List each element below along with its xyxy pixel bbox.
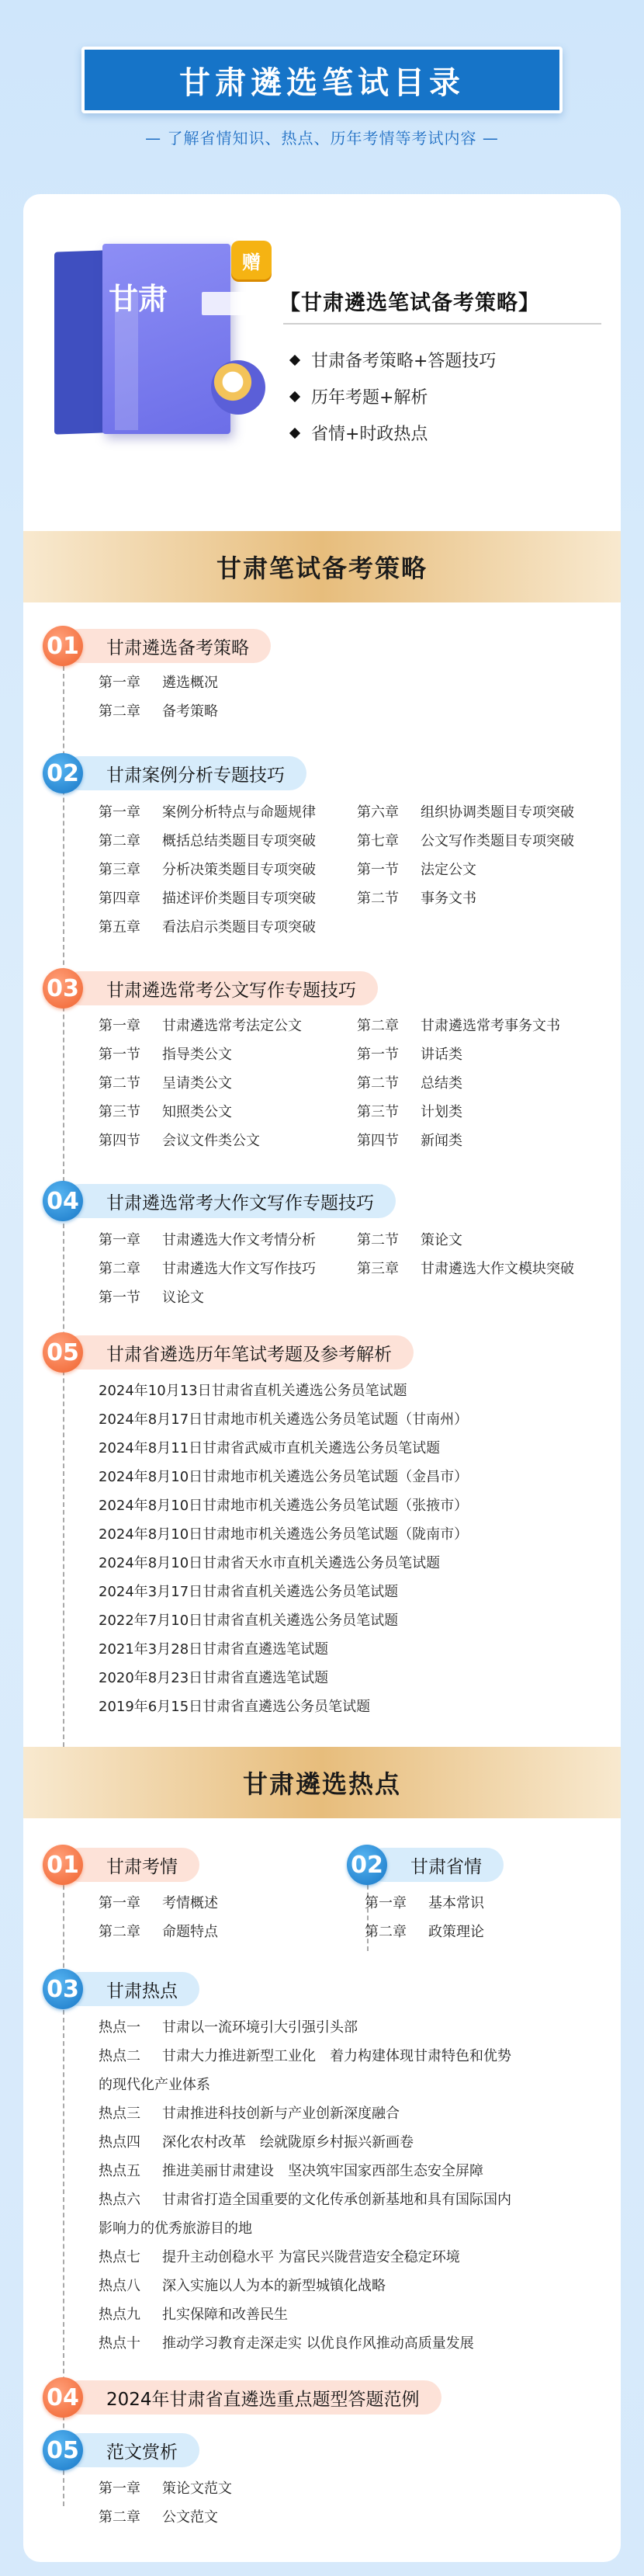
section-number-badge: 05 — [43, 2430, 83, 2470]
section-title: 甘肃遴选常考公文写作专题技巧 — [63, 971, 378, 1005]
hotspot-item: 热点四 深化农村改革 绘就陇原乡村振兴新画卷 — [99, 2134, 414, 2151]
hero-bullet: 省情+时政热点 — [291, 415, 496, 451]
diamond-bullet-icon — [289, 427, 300, 438]
list-item: 第一章 案例分析特点与命题规律 — [99, 804, 316, 821]
list-item: 第二节 总结类 — [357, 1075, 462, 1092]
list-item: 第四章 描述评价类题目专项突破 — [99, 890, 316, 907]
section-number-badge: 01 — [43, 626, 83, 666]
hotspot-item: 热点二 甘肃大力推进新型工业化 着力构建体现甘肃特色和优势 — [99, 2048, 511, 2064]
hotspot-item: 热点十 推动学习教育走深走实 以优良作风推动高质量发展 — [99, 2335, 474, 2352]
hotspot-item: 热点七 提升主动创稳水平 为富民兴陇营造安全稳定环境 — [99, 2249, 460, 2265]
hero-bullet: 甘肃备考策略+答题技巧 — [291, 342, 496, 378]
page-subtitle: — 了解省情知识、热点、历年考情等考试内容 — — [145, 129, 499, 148]
hotspot-item: 热点五 推进美丽甘肃建设 坚决筑牢国家西部生态安全屏障 — [99, 2163, 483, 2179]
page-title: 甘肃遴选笔试目录 — [81, 47, 563, 113]
list-item: 第二章 公文范文 — [99, 2509, 218, 2526]
section-number-badge: 04 — [43, 2377, 83, 2418]
hotspot-item: 热点九 扎实保障和改善民生 — [99, 2307, 288, 2323]
list-item: 第三节 知照类公文 — [99, 1104, 232, 1120]
list-item: 第三章 分析决策类题目专项突破 — [99, 862, 316, 878]
list-item: 第三节 计划类 — [357, 1104, 462, 1120]
hero-title: 【甘肃遴选笔试备考策略】 — [279, 291, 540, 315]
exam-paper-item: 2020年8月23日甘肃省直遴选笔试题 — [99, 1670, 329, 1686]
list-item: 第二章 备考策略 — [99, 703, 218, 720]
content-card — [23, 194, 621, 2562]
list-item: 第二章 甘肃遴选常考事务文书 — [357, 1018, 560, 1034]
list-item: 第七章 公文写作类题目专项突破 — [357, 833, 574, 849]
list-item: 第一章 基本常识 — [365, 1895, 484, 1911]
list-item: 第一节 议论文 — [99, 1290, 204, 1306]
section-title: 甘肃考情 — [63, 1848, 199, 1882]
section-header — [43, 1969, 199, 2009]
diamond-bullet-icon — [289, 354, 300, 365]
exam-paper-item: 2024年8月10日甘肃地市机关遴选公务员笔试题（金昌市） — [99, 1469, 469, 1485]
exam-paper-item: 2022年7月10日甘肃省直机关遴选公务员笔试题 — [99, 1613, 399, 1629]
exam-paper-item: 2024年8月11日甘肃省武威市直机关遴选公务员笔试题 — [99, 1440, 441, 1456]
list-item: 第二章 政策理论 — [365, 1924, 484, 1940]
hotspot-item: 热点六 甘肃省打造全国重要的文化传承创新基地和具有国际国内 — [99, 2192, 511, 2208]
list-item: 第一节 法定公文 — [357, 862, 476, 878]
gift-badge: 赠 — [231, 241, 272, 279]
section-header — [43, 2377, 441, 2418]
section-header — [43, 626, 271, 666]
section-header — [43, 968, 378, 1009]
section-title: 甘肃遴选常考大作文写作专题技巧 — [63, 1184, 396, 1218]
list-item: 第二节 策论文 — [357, 1232, 462, 1248]
section-title: 甘肃省遴选历年笔试考题及参考解析 — [63, 1335, 414, 1370]
list-item: 第四节 会议文件类公文 — [99, 1133, 260, 1149]
hotspot-item: 热点一 甘肃以一流环境引大引强引头部 — [99, 2019, 358, 2036]
divider — [283, 323, 601, 325]
exam-paper-item: 2024年10月13日甘肃省直机关遴选公务员笔试题 — [99, 1383, 407, 1399]
section-header — [43, 753, 306, 793]
section-number-badge: 02 — [347, 1845, 387, 1885]
list-item: 第二章 命题特点 — [99, 1924, 218, 1940]
list-item: 第二节 呈请类公文 — [99, 1075, 232, 1092]
section-number-badge: 02 — [43, 753, 83, 793]
hotspot-item-continued: 的现代化产业体系 — [99, 2077, 210, 2093]
list-item: 第二章 概括总结类题目专项突破 — [99, 833, 316, 849]
section-header — [43, 2430, 199, 2470]
section-title: 2024年甘肃省直遴选重点题型答题范例 — [63, 2380, 441, 2415]
list-item: 第二章 甘肃遴选大作文写作技巧 — [99, 1261, 316, 1277]
exam-paper-item: 2024年8月10日甘肃地市机关遴选公务员笔试题（陇南市） — [99, 1526, 469, 1543]
hero-bullet-list — [291, 342, 496, 451]
section-number-badge: 05 — [43, 1332, 83, 1373]
list-item: 第一章 甘肃遴选常考法定公文 — [99, 1018, 302, 1034]
exam-paper-item: 2024年8月10日甘肃省天水市直机关遴选公务员笔试题 — [99, 1555, 441, 1571]
section-title: 范文赏析 — [63, 2433, 199, 2467]
exam-paper-item: 2019年6月15日甘肃省直遴选公务员笔试题 — [99, 1699, 371, 1715]
exam-paper-item: 2024年3月17日甘肃省直机关遴选公务员笔试题 — [99, 1584, 399, 1600]
exam-paper-item: 2024年8月10日甘肃地市机关遴选公务员笔试题（张掖市） — [99, 1498, 469, 1514]
section-title: 甘肃省情 — [367, 1848, 504, 1882]
hotspot-item-continued: 影响力的优秀旅游目的地 — [99, 2220, 252, 2237]
book-cover-title: 甘肃 — [109, 281, 168, 316]
exam-paper-item: 2021年3月28日甘肃省直遴选笔试题 — [99, 1641, 329, 1658]
book-cover-image — [54, 233, 241, 443]
hotspot-item: 热点八 深入实施以人为本的新型城镇化战略 — [99, 2278, 386, 2294]
section-header — [347, 1845, 504, 1885]
section-band-strategy: 甘肃笔试备考策略 — [23, 531, 621, 602]
section-title: 甘肃案例分析专题技巧 — [63, 756, 306, 790]
section-number-badge: 03 — [43, 1969, 83, 2009]
list-item: 第一章 策论文范文 — [99, 2481, 232, 2497]
list-item: 第四节 新闻类 — [357, 1133, 462, 1149]
list-item: 第一节 讲话类 — [357, 1047, 462, 1063]
list-item: 第五章 看法启示类题目专项突破 — [99, 919, 316, 936]
section-number-badge: 04 — [43, 1181, 83, 1221]
section-number-badge: 03 — [43, 968, 83, 1009]
section-band-hotspots: 甘肃遴选热点 — [23, 1747, 621, 1818]
section-header — [43, 1332, 414, 1373]
hotspot-item: 热点三 甘肃推进科技创新与产业创新深度融合 — [99, 2106, 400, 2122]
section-title: 甘肃热点 — [63, 1972, 199, 2006]
list-item: 第一章 甘肃遴选大作文考情分析 — [99, 1232, 316, 1248]
list-item: 第一节 指导类公文 — [99, 1047, 232, 1063]
list-item: 第一章 遴选概况 — [99, 675, 218, 691]
list-item: 第六章 组织协调类题目专项突破 — [357, 804, 574, 821]
list-item: 第二节 事务文书 — [357, 890, 476, 907]
diamond-bullet-icon — [289, 391, 300, 401]
exam-paper-item: 2024年8月17日甘肃地市机关遴选公务员笔试题（甘南州） — [99, 1411, 469, 1428]
section-title: 甘肃遴选备考策略 — [63, 629, 271, 663]
section-header — [43, 1845, 199, 1885]
section-header — [43, 1181, 396, 1221]
list-item: 第三章 甘肃遴选大作文模块突破 — [357, 1261, 574, 1277]
section-number-badge: 01 — [43, 1845, 83, 1885]
list-item: 第一章 考情概述 — [99, 1895, 218, 1911]
hero-bullet: 历年考题+解析 — [291, 378, 496, 415]
